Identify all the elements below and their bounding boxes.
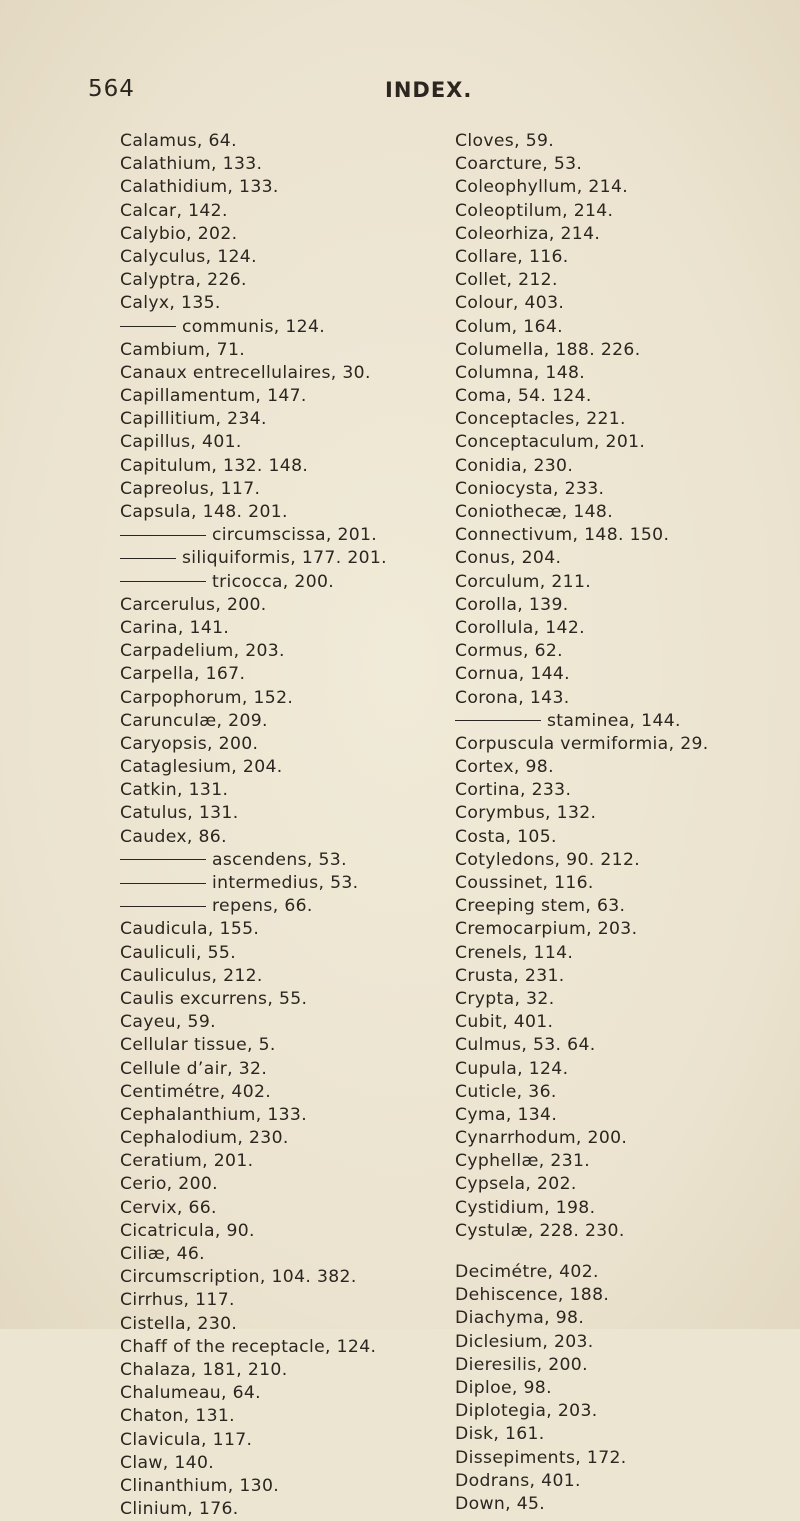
entry-text: Collet, 212.: [455, 270, 558, 291]
index-entry: [120, 826, 490, 849]
index-entry: [120, 663, 490, 686]
index-entry: [120, 1104, 490, 1127]
index-entry: [455, 1354, 800, 1377]
entry-text: Calathidium, 133.: [120, 177, 279, 198]
entry-text: Coussinet, 116.: [455, 873, 594, 893]
index-subentry: [120, 872, 490, 895]
index-entry: [455, 617, 800, 640]
entry-text: Coma, 54. 124.: [455, 386, 592, 407]
index-entry: [120, 965, 490, 988]
entry-text: Creeping stem, 63.: [455, 896, 626, 917]
entry-text: Capillamentum, 147.: [120, 386, 307, 407]
entry-text: Ciliæ, 46.: [120, 1244, 205, 1264]
index-entry: [455, 1127, 800, 1150]
index-entry: [455, 176, 800, 199]
entry-text: Coleoptilum, 214.: [455, 200, 614, 221]
index-entry: [455, 918, 800, 941]
index-entry: [120, 640, 490, 663]
index-entry: [120, 1475, 490, 1498]
entry-text: intermedius, 53.: [212, 873, 359, 893]
entry-text: Cauliculi, 55.: [120, 942, 237, 963]
index-entry: [455, 1307, 800, 1330]
entry-text: communis, 124.: [182, 316, 326, 337]
entry-text: Calyculus, 124.: [120, 246, 257, 267]
entry-text: Cotyledons, 90. 212.: [455, 849, 641, 870]
index-entry: [455, 1104, 800, 1127]
ditto-dash: [120, 558, 176, 559]
index-entry: [120, 130, 490, 153]
index-entry: [455, 1220, 800, 1243]
index-entry: [120, 176, 490, 199]
index-entry: [455, 1331, 800, 1354]
entry-text: Calcar, 142.: [120, 200, 228, 221]
index-entry: [120, 988, 490, 1011]
index-entry: [455, 292, 800, 315]
index-entry: [455, 547, 800, 570]
index-subentry: [120, 849, 490, 872]
entry-text: Cystulæ, 228. 230.: [455, 1220, 625, 1241]
entry-text: Diplotegia, 203.: [455, 1401, 598, 1422]
index-entry: [120, 223, 490, 246]
index-entry: [120, 756, 490, 779]
index-entry: [120, 1289, 490, 1312]
ditto-dash: [120, 906, 206, 907]
ditto-dash: [120, 535, 206, 536]
entry-text: Diachyma, 98.: [455, 1308, 585, 1329]
index-entry: [455, 1377, 800, 1400]
index-entry: [120, 1243, 490, 1266]
entry-text: Carina, 141.: [120, 617, 230, 638]
entry-text: Cephalanthium, 133.: [120, 1104, 308, 1125]
entry-text: circumscissa, 201.: [212, 525, 378, 546]
entry-text: ascendens, 53.: [212, 849, 347, 870]
index-entry: [455, 1447, 800, 1470]
entry-text: Cremocarpium, 203.: [455, 919, 638, 940]
entry-text: Ceratium, 201.: [120, 1151, 254, 1172]
index-entry: [120, 1150, 490, 1173]
index-entry: [120, 710, 490, 733]
entry-text: Circumscription, 104. 382.: [120, 1267, 357, 1288]
entry-text: Cynarrhodum, 200.: [455, 1128, 628, 1149]
index-entry: [455, 1011, 800, 1034]
entry-text: Capillitium, 234.: [120, 409, 267, 430]
entry-text: Columna, 148.: [455, 362, 586, 383]
index-column-right: [455, 130, 800, 1516]
index-entry: [120, 1197, 490, 1220]
entry-text: tricocca, 200.: [212, 571, 335, 592]
index-subentry: [455, 710, 800, 733]
entry-text: Conus, 204.: [455, 548, 562, 569]
index-entry: [120, 594, 490, 617]
entry-text: Dissepiments, 172.: [455, 1447, 627, 1468]
index-entry: [120, 1011, 490, 1034]
entry-text: Coleophyllum, 214.: [455, 177, 629, 198]
entry-text: Corolla, 139.: [455, 594, 569, 615]
entry-text: Colour, 403.: [455, 293, 565, 314]
entry-text: Chaff of the receptacle, 124.: [120, 1336, 377, 1357]
entry-text: Cloves, 59.: [455, 131, 555, 151]
entry-text: Cupula, 124.: [455, 1058, 569, 1079]
index-entry: [455, 1197, 800, 1220]
index-entry: [120, 246, 490, 269]
entry-text: Disk, 161.: [455, 1424, 545, 1445]
index-entry: [120, 1058, 490, 1081]
index-entry: [455, 408, 800, 431]
entry-text: Cornua, 144.: [455, 664, 570, 685]
entry-text: Corculum, 211.: [455, 571, 592, 592]
ditto-dash: [120, 859, 206, 860]
index-subentry: [120, 895, 490, 918]
index-entry: [455, 200, 800, 223]
index-entry: [120, 1034, 490, 1057]
index-entry: [455, 1173, 800, 1196]
index-entry: [455, 802, 800, 825]
entry-text: Carunculæ, 209.: [120, 710, 268, 731]
index-entry: [455, 269, 800, 292]
entry-text: Diclesium, 203.: [455, 1331, 594, 1352]
index-entry: [120, 1173, 490, 1196]
index-entry: [120, 1498, 490, 1521]
index-entry: [120, 1313, 490, 1336]
entry-text: Cerio, 200.: [120, 1174, 218, 1195]
entry-text: Cortina, 233.: [455, 780, 572, 801]
index-entry: [455, 153, 800, 176]
entry-text: Cellular tissue, 5.: [120, 1035, 276, 1056]
entry-text: Culmus, 53. 64.: [455, 1035, 596, 1056]
index-entry: [120, 1405, 490, 1428]
entry-text: Carpophorum, 152.: [120, 687, 294, 708]
entry-text: Cirrhus, 117.: [120, 1290, 235, 1311]
entry-text: Conceptaculum, 201.: [455, 432, 646, 453]
entry-text: Colum, 164.: [455, 316, 563, 337]
index-entry: [455, 1081, 800, 1104]
index-entry: [455, 1150, 800, 1173]
entry-text: Cyphellæ, 231.: [455, 1151, 591, 1172]
entry-text: Corona, 143.: [455, 687, 570, 708]
entry-text: Carpadelium, 203.: [120, 641, 285, 662]
entry-text: Carcerulus, 200.: [120, 594, 267, 615]
entry-text: Crypta, 32.: [455, 988, 555, 1009]
index-entry: [455, 1261, 800, 1284]
entry-text: Caryopsis, 200.: [120, 733, 259, 754]
ditto-dash: [120, 883, 206, 884]
entry-text: Calyptra, 226.: [120, 270, 247, 291]
index-entry: [455, 1058, 800, 1081]
index-entry: [455, 1284, 800, 1307]
entry-text: Caudex, 86.: [120, 826, 227, 847]
entry-text: Collare, 116.: [455, 246, 569, 267]
entry-text: Capillus, 401.: [120, 432, 242, 453]
entry-text: Capitulum, 132. 148.: [120, 455, 309, 476]
entry-text: Clavicula, 117.: [120, 1429, 253, 1450]
entry-text: Dieresilis, 200.: [455, 1354, 588, 1375]
entry-text: Costa, 105.: [455, 826, 557, 847]
entry-text: Chalaza, 181, 210.: [120, 1359, 288, 1380]
index-entry: [455, 826, 800, 849]
entry-text: Cellule d’air, 32.: [120, 1058, 268, 1079]
entry-text: Centimétre, 402.: [120, 1081, 272, 1102]
index-entry: [120, 1220, 490, 1243]
index-entry: [120, 501, 490, 524]
index-entry: [120, 1429, 490, 1452]
index-entry: [455, 478, 800, 501]
page-header: [0, 76, 800, 106]
index-entry: [455, 246, 800, 269]
index-entry: [455, 895, 800, 918]
index-entry: [455, 663, 800, 686]
entry-text: Cicatricula, 90.: [120, 1220, 255, 1241]
index-entry: [120, 292, 490, 315]
index-entry: [120, 779, 490, 802]
entry-text: Carpella, 167.: [120, 664, 246, 685]
index-entry: [455, 988, 800, 1011]
entry-text: Columella, 188. 226.: [455, 339, 641, 360]
index-entry: [455, 756, 800, 779]
entry-text: Caulis excurrens, 55.: [120, 988, 308, 1009]
index-entry: [455, 1400, 800, 1423]
entry-text: Capsula, 148. 201.: [120, 502, 288, 522]
index-entry: [120, 1266, 490, 1289]
entry-text: Calyx, 135.: [120, 293, 221, 314]
entry-text: Conidia, 230.: [455, 455, 574, 476]
index-entry: [120, 1452, 490, 1475]
index-entry: [120, 1127, 490, 1150]
entry-text: staminea, 144.: [547, 710, 681, 731]
index-entry: [455, 640, 800, 663]
index-entry: [455, 849, 800, 872]
entry-text: Crenels, 114.: [455, 942, 574, 963]
entry-text: Cephalodium, 230.: [120, 1128, 289, 1149]
entry-text: Diploe, 98.: [455, 1377, 552, 1398]
entry-text: Cyma, 134.: [455, 1104, 558, 1125]
index-entry: [455, 455, 800, 478]
ditto-dash: [120, 326, 176, 327]
index-entry: [120, 1382, 490, 1405]
entry-text: Coleorhiza, 214.: [455, 223, 601, 244]
entry-text: Cayeu, 59.: [120, 1012, 216, 1033]
entry-text: Clinanthium, 130.: [120, 1475, 280, 1496]
index-entry: [120, 455, 490, 478]
index-entry: [455, 362, 800, 385]
entry-text: repens, 66.: [212, 896, 313, 917]
index-entry: [455, 733, 800, 756]
index-entry: [455, 524, 800, 547]
entry-text: Catulus, 131.: [120, 803, 239, 824]
entry-text: Crusta, 231.: [455, 965, 565, 986]
entry-text: Connectivum, 148. 150.: [455, 525, 670, 546]
index-entry: [120, 802, 490, 825]
index-entry: [455, 872, 800, 895]
entry-text: Down, 45.: [455, 1493, 546, 1514]
entry-text: Cervix, 66.: [120, 1197, 217, 1218]
entry-text: Chalumeau, 64.: [120, 1383, 261, 1404]
index-entry: [455, 1423, 800, 1446]
index-entry: [120, 687, 490, 710]
entry-text: Cubit, 401.: [455, 1012, 554, 1033]
entry-text: Coarcture, 53.: [455, 154, 583, 175]
entry-text: Claw, 140.: [120, 1452, 215, 1473]
entry-text: Decimétre, 402.: [455, 1262, 599, 1282]
entry-text: Cypsela, 202.: [455, 1174, 577, 1195]
index-entry: [120, 408, 490, 431]
index-entry: [455, 965, 800, 988]
entry-text: Canaux entrecellulaires, 30.: [120, 362, 371, 383]
entry-text: Dodrans, 401.: [455, 1470, 581, 1491]
entry-text: Calathium, 133.: [120, 154, 263, 175]
index-entry: [120, 478, 490, 501]
index-entry: [455, 385, 800, 408]
index-entry: [455, 431, 800, 454]
index-entry: [120, 339, 490, 362]
entry-text: Dehiscence, 188.: [455, 1285, 610, 1306]
entry-text: Cistella, 230.: [120, 1313, 238, 1334]
index-entry: [455, 316, 800, 339]
index-entry: [455, 130, 800, 153]
index-entry: [455, 1470, 800, 1493]
index-entry: [120, 153, 490, 176]
entry-text: Cataglesium, 204.: [120, 757, 283, 778]
entry-text: Caudicula, 155.: [120, 919, 260, 940]
entry-text: Cuticle, 36.: [455, 1081, 557, 1102]
entry-text: siliquiformis, 177. 201.: [182, 548, 387, 569]
index-entry: [455, 223, 800, 246]
entry-text: Corymbus, 132.: [455, 803, 597, 824]
running-head: INDEX.: [385, 78, 473, 102]
index-entry: [120, 362, 490, 385]
index-entry: [455, 501, 800, 524]
index-entry: [120, 385, 490, 408]
ditto-dash: [455, 720, 541, 721]
index-subentry: [120, 547, 490, 570]
entry-text: Cormus, 62.: [455, 641, 563, 662]
index-subentry: [120, 524, 490, 547]
index-entry: [455, 1034, 800, 1057]
index-entry: [120, 1081, 490, 1104]
index-column-left: [120, 130, 490, 1521]
index-entry: [455, 779, 800, 802]
entry-text: Calybio, 202.: [120, 223, 238, 244]
index-entry: [120, 942, 490, 965]
entry-text: Coniocysta, 233.: [455, 478, 605, 499]
index-subentry: [120, 316, 490, 339]
entry-text: Clinium, 176.: [120, 1499, 239, 1520]
page-number: 564: [88, 76, 135, 102]
index-entry: [120, 431, 490, 454]
index-entry: [455, 594, 800, 617]
entry-text: Conceptacles, 221.: [455, 409, 626, 430]
index-entry: [120, 918, 490, 941]
index-entry: [455, 942, 800, 965]
entry-text: Cambium, 71.: [120, 339, 246, 360]
index-entry: [120, 617, 490, 640]
entry-text: Calamus, 64.: [120, 131, 237, 151]
entry-text: Coniothecæ, 148.: [455, 502, 614, 522]
index-entry: [120, 733, 490, 756]
index-entry: [455, 1493, 800, 1516]
entry-text: Corpuscula vermiformia, 29.: [455, 733, 709, 754]
index-entry: [455, 339, 800, 362]
index-entry: [120, 200, 490, 223]
index-entry: [120, 1336, 490, 1359]
entry-text: Cortex, 98.: [455, 757, 554, 778]
index-subentry: [120, 571, 490, 594]
entry-text: Catkin, 131.: [120, 780, 229, 801]
index-entry: [455, 571, 800, 594]
entry-text: Chaton, 131.: [120, 1406, 235, 1427]
entry-text: Cauliculus, 212.: [120, 965, 263, 986]
entry-text: Cystidium, 198.: [455, 1197, 596, 1218]
index-entry: [455, 687, 800, 710]
index-entry: [120, 269, 490, 292]
entry-text: Corollula, 142.: [455, 617, 585, 638]
index-entry: [120, 1359, 490, 1382]
ditto-dash: [120, 581, 206, 582]
entry-text: Capreolus, 117.: [120, 478, 261, 499]
